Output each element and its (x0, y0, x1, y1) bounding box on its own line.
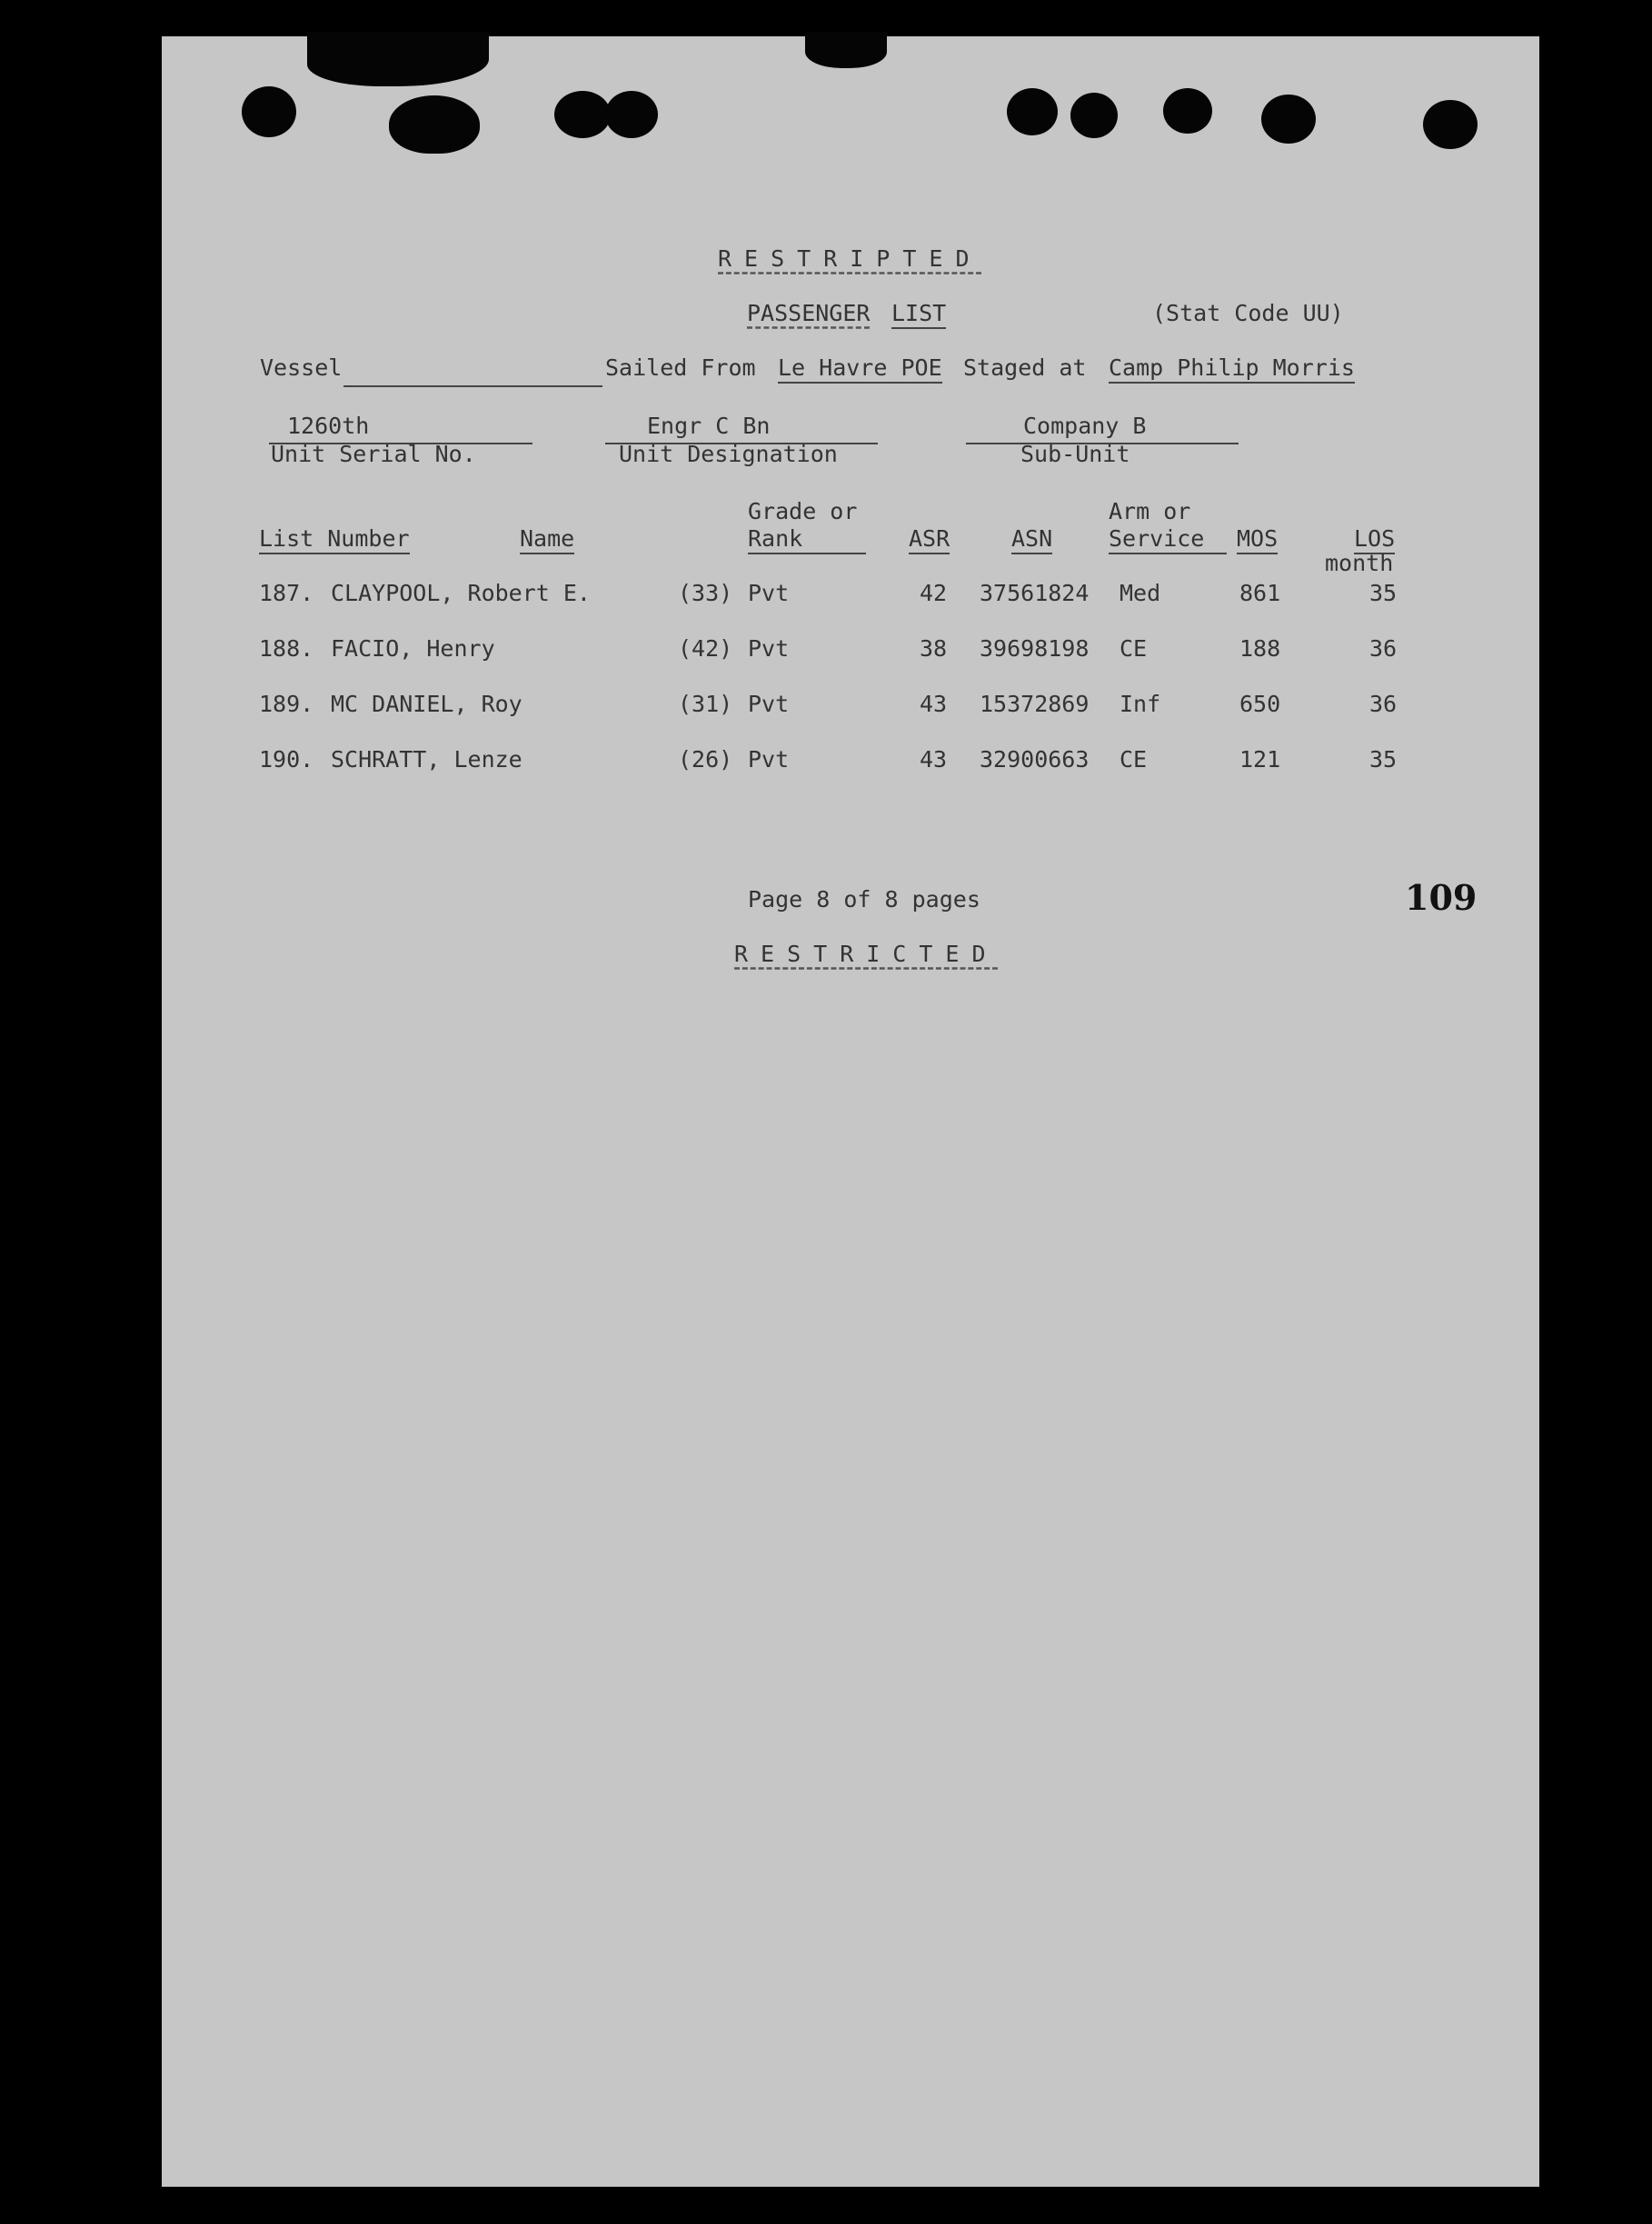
col-name: Name (520, 525, 574, 554)
row-number: 189. (259, 691, 314, 717)
punch-hole (1163, 88, 1212, 134)
row-mos: 650 (1239, 691, 1281, 717)
row-los: 36 (1369, 635, 1398, 662)
row-age: (26) (678, 746, 733, 773)
sailed-from-value: Le Havre POE (778, 354, 942, 384)
vessel-blank (343, 385, 602, 387)
stat-code: (Stat Code UU) (1152, 300, 1344, 326)
page-count-text: Page 8 of 8 pages (748, 886, 980, 913)
row-name: MC DANIEL, Roy (331, 691, 522, 717)
row-name: SCHRATT, Lenze (331, 746, 522, 773)
row-rank: Pvt (748, 580, 790, 606)
staged-at-value: Camp Philip Morris (1109, 354, 1355, 384)
row-name: CLAYPOOL, Robert E. (331, 580, 591, 606)
punch-hole (1007, 88, 1058, 135)
subunit-label: Sub-Unit (1020, 441, 1130, 467)
row-arm: Med (1120, 580, 1161, 606)
col-los-bottom: month (1325, 550, 1394, 576)
unit-serial-label: Unit Serial No. (271, 441, 476, 467)
row-age: (33) (678, 580, 733, 606)
torn-edge-center (805, 32, 887, 68)
punch-hole (1261, 95, 1316, 144)
classification-top: RESTRIPTED (718, 245, 982, 272)
row-los: 36 (1369, 691, 1398, 717)
col-list-number: List Number (259, 525, 410, 554)
row-mos: 121 (1239, 746, 1281, 773)
row-arm: CE (1120, 746, 1148, 773)
row-asn: 32900663 (980, 746, 1090, 773)
stamped-page-number: 109 (1405, 877, 1478, 918)
row-mos: 188 (1239, 635, 1281, 662)
row-arm: CE (1120, 635, 1148, 662)
col-mos: MOS (1237, 525, 1278, 554)
row-rank: Pvt (748, 691, 790, 717)
row-number: 190. (259, 746, 314, 773)
row-asr: 43 (920, 746, 948, 773)
row-rank: Pvt (748, 746, 790, 773)
torn-edge-left (307, 32, 489, 86)
list-title-a: PASSENGER (747, 300, 871, 326)
document-page (162, 36, 1539, 2187)
subunit-value: Company B (1023, 413, 1147, 439)
row-name: FACIO, Henry (331, 635, 495, 662)
col-asn: ASN (1011, 525, 1052, 554)
col-arm-bottom: Service (1109, 525, 1227, 554)
unit-designation-value: Engr C Bn (647, 413, 771, 439)
row-age: (42) (678, 635, 733, 662)
punch-hole (554, 91, 611, 138)
row-asn: 39698198 (980, 635, 1090, 662)
staged-at-label: Staged at (963, 354, 1087, 381)
row-number: 187. (259, 580, 314, 606)
col-grade-top: Grade or (748, 498, 858, 524)
row-asr: 42 (920, 580, 948, 606)
row-number: 188. (259, 635, 314, 662)
row-age: (31) (678, 691, 733, 717)
row-asn: 15372869 (980, 691, 1090, 717)
vessel-label: Vessel (260, 354, 343, 381)
punch-hole (242, 86, 296, 137)
col-grade-bottom: Rank (748, 525, 866, 554)
row-rank: Pvt (748, 635, 790, 662)
punch-hole (605, 91, 658, 138)
sailed-from-label: Sailed From (605, 354, 756, 381)
col-los-top: LOS (1354, 525, 1395, 554)
row-asr: 38 (920, 635, 948, 662)
row-asn: 37561824 (980, 580, 1090, 606)
unit-serial-value: 1260th (287, 413, 370, 439)
punch-hole (1070, 93, 1118, 138)
list-title-b: LIST (891, 300, 946, 329)
unit-designation-label: Unit Designation (619, 441, 838, 467)
punch-hole (389, 95, 480, 154)
classification-bottom: RESTRICTED (734, 941, 999, 967)
col-asr: ASR (909, 525, 950, 554)
row-asr: 43 (920, 691, 948, 717)
row-arm: Inf (1120, 691, 1161, 717)
punch-hole (1423, 100, 1478, 149)
row-los: 35 (1369, 746, 1398, 773)
row-mos: 861 (1239, 580, 1281, 606)
row-los: 35 (1369, 580, 1398, 606)
col-arm-top: Arm or (1109, 498, 1191, 524)
